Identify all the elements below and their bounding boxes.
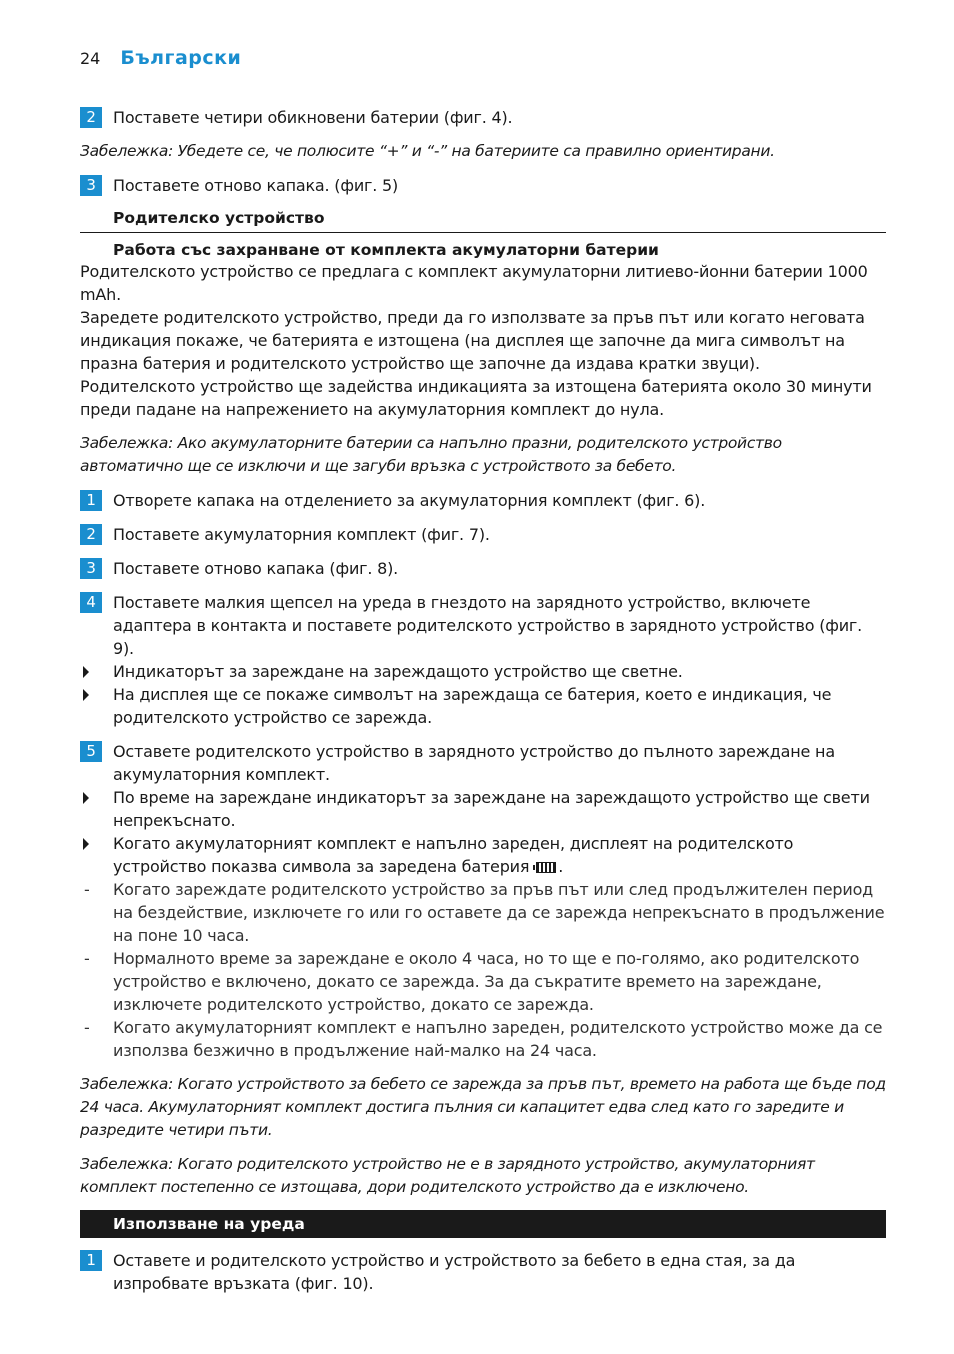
- paragraph: Родителското устройство се предлага с комплект акумулаторни литиево-йонни батерии 1000 mAh.: [80, 262, 868, 304]
- note-text: Забележка: Убедете се, че полюсите “+” и “-” на батериите са правилно ориентирани.: [80, 142, 775, 160]
- dash-text: Когато зареждате родителското устройство за пръв път или след продължителен период на бездействие, изключете го или го оставете да се зарежда непрекъснато в продължение на поне 10 часа.: [113, 880, 885, 945]
- bullet-text-wrapper: [113, 832, 886, 878]
- step-text: Поставете малкия щепсел на уреда в гнездото на зарядното устройство, включете адаптера в контакта и поставете родителското устройство в зарядното устройство (фиг. 9).: [113, 593, 863, 658]
- dash-item: [80, 878, 886, 947]
- page-number: 24: [80, 49, 101, 68]
- bullet-arrow-icon: [80, 832, 113, 855]
- dash-text: Нормалното време за зареждане е около 4 часа, но то ще е по-голямо, ако родителското устройство е включено, докато се зарежда. За да съкратите времето на зареждане, изключете родителското устройство, докато се зарежда.: [113, 949, 860, 1014]
- step-item: [80, 740, 886, 786]
- section-heading: Родителско устройство: [113, 209, 325, 227]
- step-item: [80, 591, 886, 660]
- step-number: 3: [80, 558, 102, 579]
- page-header: [80, 47, 241, 69]
- bullet-text: По време на зареждане индикаторът за зареждане на зареждащото устройство ще свети непрекъснато.: [113, 788, 870, 830]
- dash-item: [80, 1016, 886, 1062]
- step-item: [80, 106, 886, 129]
- bullet-text-tail: .: [558, 857, 564, 876]
- step-text: Оставете родителското устройство в зарядното устройство до пълното зареждане на акумулаторния комплект.: [113, 742, 835, 784]
- bullet-arrow-icon: [80, 660, 113, 683]
- step-number: 1: [80, 490, 102, 511]
- note-text: Забележка: Ако акумулаторните батерии са напълно празни, родителското устройство автоматично ще се изключи и ще загуби връзка с устройството за бебето.: [80, 434, 782, 475]
- page-content: [80, 106, 886, 1295]
- step-text: Поставете отново капака (фиг. 8).: [113, 559, 399, 578]
- battery-full-icon: [536, 862, 556, 873]
- bullet-text: На дисплея ще се покаже символът на зареждаща се батерия, което е индикация, че родителското устройство се зарежда.: [113, 685, 832, 727]
- bullet-arrow-icon: [80, 683, 113, 706]
- bullet-arrow-icon: [80, 786, 113, 809]
- section-divider: [80, 232, 886, 233]
- note-text: Забележка: Когато родителското устройство не е в зарядното устройство, акумулаторният комплект постепенно се изтощава, дори родителското устройство да е изключено.: [80, 1155, 815, 1196]
- step-item: [80, 174, 886, 197]
- step-item: [80, 1249, 886, 1295]
- bullet-item: [80, 660, 886, 683]
- bullet-item: [80, 683, 886, 729]
- bullet-item: [80, 832, 886, 878]
- step-number: 2: [80, 107, 102, 128]
- step-item: [80, 523, 886, 546]
- step-item: [80, 557, 886, 580]
- subsection-heading: Работа със захранване от комплекта акумулаторни батерии: [113, 241, 659, 259]
- bullet-item: [80, 786, 886, 832]
- paragraph: Заредете родителското устройство, преди да го използвате за пръв път или когато неговата индикация покаже, че батерията е изтощена (на дисплея ще започне да мига символът на празна батерия и родителското устройство ще започне да издава кратки звуци).: [80, 308, 865, 373]
- section-heading-bar: Използване на уреда: [80, 1210, 886, 1238]
- dash-text: Когато акумулаторният комплект е напълно зареден, родителското устройство може да се използва безжично в продължение най-малко на 24 часа.: [113, 1018, 883, 1060]
- bullet-text: Индикаторът за зареждане на зареждащото устройство ще светне.: [113, 662, 683, 681]
- step-number: 1: [80, 1250, 102, 1271]
- step-text: Поставете четири обикновени батерии (фиг. 4).: [113, 108, 513, 127]
- dash-marker: [80, 878, 113, 901]
- step-text: Поставете отново капака. (фиг. 5): [113, 176, 399, 195]
- step-number: 2: [80, 524, 102, 545]
- step-item: [80, 489, 886, 512]
- dash-item: [80, 947, 886, 1016]
- step-text: Поставете акумулаторния комплект (фиг. 7).: [113, 525, 490, 544]
- step-text: Оставете и родителското устройство и устройството за бебето в една стая, за да изпробвате връзката (фиг. 10).: [113, 1251, 796, 1293]
- step-text: Отворете капака на отделението за акумулаторния комплект (фиг. 6).: [113, 491, 706, 510]
- note-text: Забележка: Когато устройството за бебето се зарежда за пръв път, времето на работа ще бъде под 24 часа. Акумулаторният комплект достига пълния си капацитет едва след като го заредите и разредите четири пъти.: [80, 1075, 886, 1139]
- paragraph: Родителското устройство ще задейства индикацията за изтощена батерията около 30 минути преди падане на напрежението на акумулаторния комплект до нула.: [80, 377, 872, 419]
- language-title: Български: [120, 47, 242, 69]
- dash-marker: [80, 1016, 113, 1039]
- step-number: 4: [80, 592, 102, 613]
- step-number: 3: [80, 175, 102, 196]
- bullet-text: Когато акумулаторният комплект е напълно зареден, дисплеят на родителското устройство показва символа за заредена батерия: [113, 834, 794, 876]
- dash-marker: [80, 947, 113, 970]
- step-number: 5: [80, 741, 102, 762]
